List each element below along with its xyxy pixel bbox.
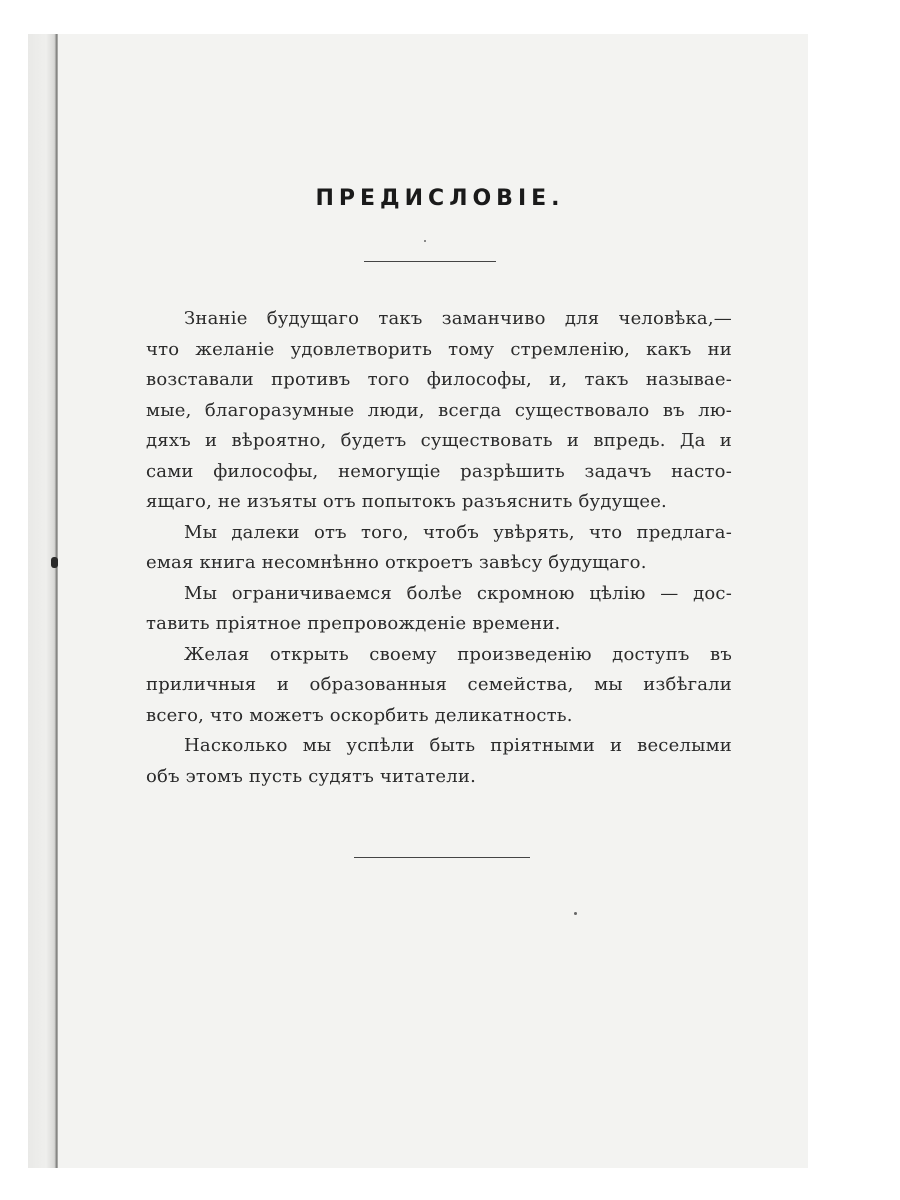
text-line: ящаго, не изъяты отъ попытокъ разъяснить будущее.: [146, 491, 667, 512]
text-line: емая книга несомнѣнно откроетъ завѣсу будущаго.: [146, 552, 647, 573]
paragraph-3: [146, 579, 732, 640]
title-rule: [364, 261, 496, 262]
dust-speck: [574, 912, 577, 915]
text-line: всего, что можетъ оскорбить деликатность.: [146, 704, 573, 726]
text-line: объ этомъ пусть судятъ читатели.: [146, 765, 477, 787]
paragraph-5: [146, 731, 732, 792]
text-line: мые, благоразумные люди, всегда существовало въ лю-: [146, 399, 732, 421]
binding-mark: [51, 557, 58, 568]
end-rule: [354, 857, 530, 858]
text-line: Мы ограничиваемся болѣе скромною цѣлію — дос-: [184, 582, 732, 604]
text-line: Насколько мы успѣли быть пріятными и веселыми: [184, 735, 732, 756]
dust-speck: [424, 240, 426, 242]
text-line: что желаніе удовлетворить тому стремленію, какъ ни: [146, 338, 732, 360]
paragraph-2: [146, 518, 732, 579]
preface-text: [146, 304, 732, 792]
text-line: приличныя и образованныя семейства, мы избѣгали: [146, 674, 732, 695]
text-line: тавить пріятное препровожденіе времени.: [146, 613, 561, 634]
paragraph-4: [146, 640, 732, 732]
text-line: Желая открыть своему произведенію доступъ въ: [184, 643, 732, 665]
page-title: ПРЕДИСЛОВІЕ.: [315, 186, 565, 211]
text-line: Мы далеки отъ того, чтобъ увѣрять, что предлага-: [184, 521, 732, 543]
text-line: возставали противъ того философы, и, такъ называе-: [146, 369, 732, 390]
paragraph-1: [146, 304, 732, 518]
text-line: дяхъ и вѣроятно, будетъ существовать и впредь. Да и: [146, 430, 732, 451]
text-line: сами философы, немогущіе разрѣшить задачъ насто-: [146, 460, 732, 482]
text-line: Знаніе будущаго такъ заманчиво для человѣка,—: [184, 308, 732, 329]
